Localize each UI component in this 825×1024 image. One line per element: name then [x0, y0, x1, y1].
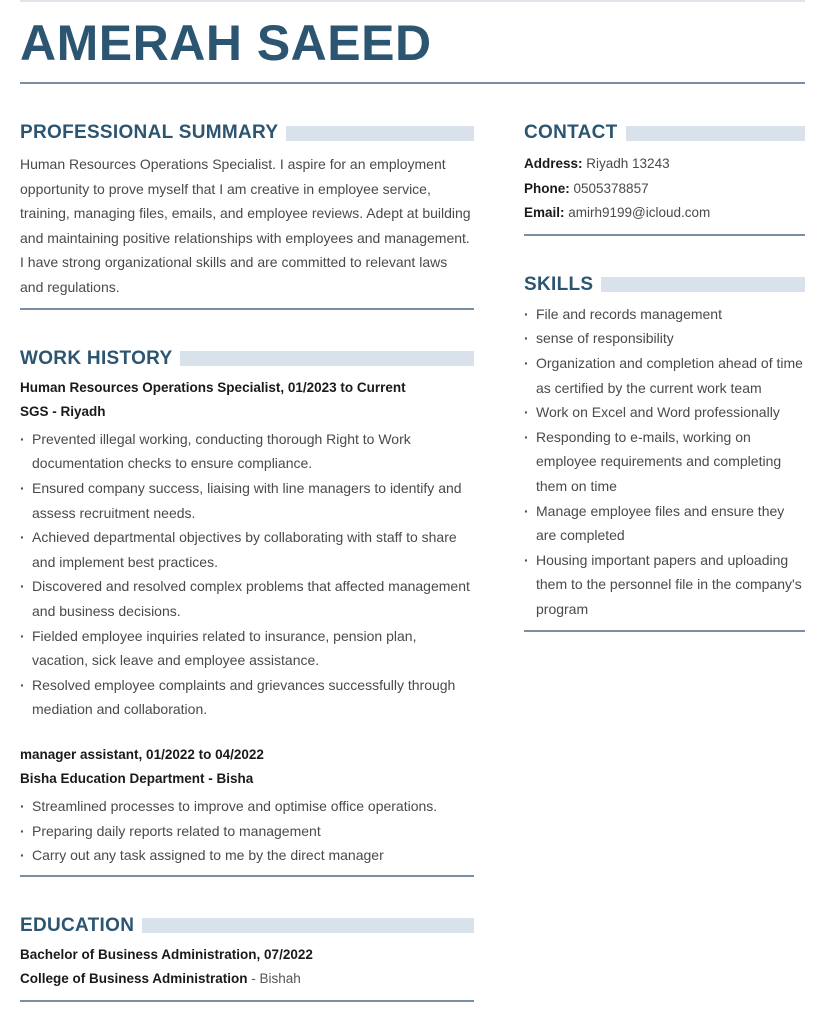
- name-divider: [20, 82, 805, 84]
- work-history-heading: [20, 346, 474, 372]
- education-section: [20, 913, 474, 1002]
- job-company: SGS - Riyadh: [20, 404, 106, 420]
- contact-email: [524, 201, 805, 226]
- job-bullet: · Streamlined processes to improve and optimise office operations.: [20, 794, 474, 819]
- job-bullet: · Fielded employee inquiries related to insurance, pension plan, vacation, sick leave and employee assistance.: [20, 624, 474, 673]
- education-heading: [20, 913, 474, 939]
- job-bullet: · Achieved departmental objectives by collaborating with staff to share and implement best practices.: [20, 525, 474, 574]
- summary-title: PROFESSIONAL SUMMARY: [20, 122, 279, 143]
- job-bullet: · Prevented illegal working, conducting thorough Right to Work documentation checks to ensure compliance.: [20, 427, 474, 476]
- heading-bar: [626, 126, 805, 141]
- education-degree-line: [20, 943, 474, 968]
- degree-date: , 07/2022: [256, 946, 313, 962]
- section-divider: [524, 630, 805, 632]
- education-entry: [20, 943, 474, 992]
- work-history-title: WORK HISTORY: [20, 347, 173, 369]
- job-bullet: · Discovered and resolved complex problems that affected management and business decisions.: [20, 574, 474, 623]
- job-bullet: · Carry out any task assigned to me by the direct manager: [20, 843, 474, 868]
- summary-text: Human Resources Operations Specialist. I aspire for an employment opportunity to prove myself that I am creative in employee service, training, managing files, emails, and employee reviews. Adept at building and maintaining positive relationships with employees and management. I have strong organizational skills and are committed to relevant laws and regulations.: [20, 156, 471, 295]
- section-divider: [524, 234, 805, 236]
- skill-item: · File and records management: [524, 302, 805, 327]
- job-title: Human Resources Operations Specialist, 01/2023 to Current: [20, 379, 406, 395]
- school-location: - Bishah: [247, 971, 301, 987]
- skills-section: [524, 272, 805, 632]
- section-divider: [20, 1000, 474, 1002]
- skills-heading: [524, 272, 805, 298]
- contact-title: CONTACT: [524, 122, 618, 143]
- heading-bar: [142, 918, 474, 933]
- contact-section: [524, 120, 805, 236]
- phone-label: Phone:: [524, 180, 570, 196]
- job-bullets: [20, 427, 474, 722]
- education-title: EDUCATION: [20, 914, 135, 936]
- job-company: Bisha Education Department - Bisha: [20, 771, 254, 787]
- school: College of Business Administration: [20, 971, 248, 987]
- address-value: Riyadh 13243: [582, 156, 670, 171]
- candidate-name: AMERAH SAEED: [20, 15, 432, 71]
- section-divider: [20, 308, 474, 310]
- contact-heading: [524, 120, 805, 146]
- job-bullet: · Preparing daily reports related to management: [20, 819, 474, 844]
- email-label: Email:: [524, 205, 565, 221]
- skill-item: · Work on Excel and Word professionally: [524, 400, 805, 425]
- top-divider: [20, 0, 805, 2]
- phone-value: 0505378857: [569, 180, 649, 196]
- skill-item: · sense of responsibility: [524, 326, 805, 351]
- contact-phone: [524, 177, 805, 202]
- heading-bar: [286, 126, 474, 141]
- job-entry-1: [20, 376, 474, 722]
- job-bullet: · Resolved employee complaints and grievances successfully through mediation and collaboration.: [20, 673, 474, 722]
- contact-details: [524, 152, 805, 234]
- left-column: [20, 120, 474, 1002]
- degree: Bachelor of Business Administration: [20, 946, 257, 962]
- summary-heading: [20, 120, 474, 146]
- job-entry-2: [20, 743, 474, 868]
- skills-list: [524, 302, 805, 630]
- education-school-line: [20, 967, 474, 992]
- job-bullet: · Ensured company success, liaising with line managers to identify and assess recruitment needs.: [20, 476, 474, 525]
- job-bullets: [20, 794, 474, 868]
- skill-item: · Housing important papers and uploading them to the personnel file in the company's program: [524, 548, 805, 622]
- heading-bar: [601, 277, 805, 292]
- section-divider: [20, 875, 474, 877]
- skill-item: · Organization and completion ahead of time as certified by the current work team: [524, 351, 805, 400]
- skill-item: · Manage employee files and ensure they are completed: [524, 499, 805, 548]
- email-value: amirh9199@icloud.com: [564, 205, 711, 221]
- address-label: Address:: [524, 156, 583, 171]
- skill-item: · Responding to e-mails, working on employee requirements and completing them on time: [524, 425, 805, 499]
- job-title: manager assistant, 01/2022 to 04/2022: [20, 746, 264, 762]
- summary-section: [20, 120, 474, 310]
- heading-bar: [180, 351, 474, 366]
- work-history-section: [20, 346, 474, 877]
- contact-address: [524, 152, 805, 177]
- skills-title: SKILLS: [524, 273, 594, 295]
- right-column: [524, 120, 805, 632]
